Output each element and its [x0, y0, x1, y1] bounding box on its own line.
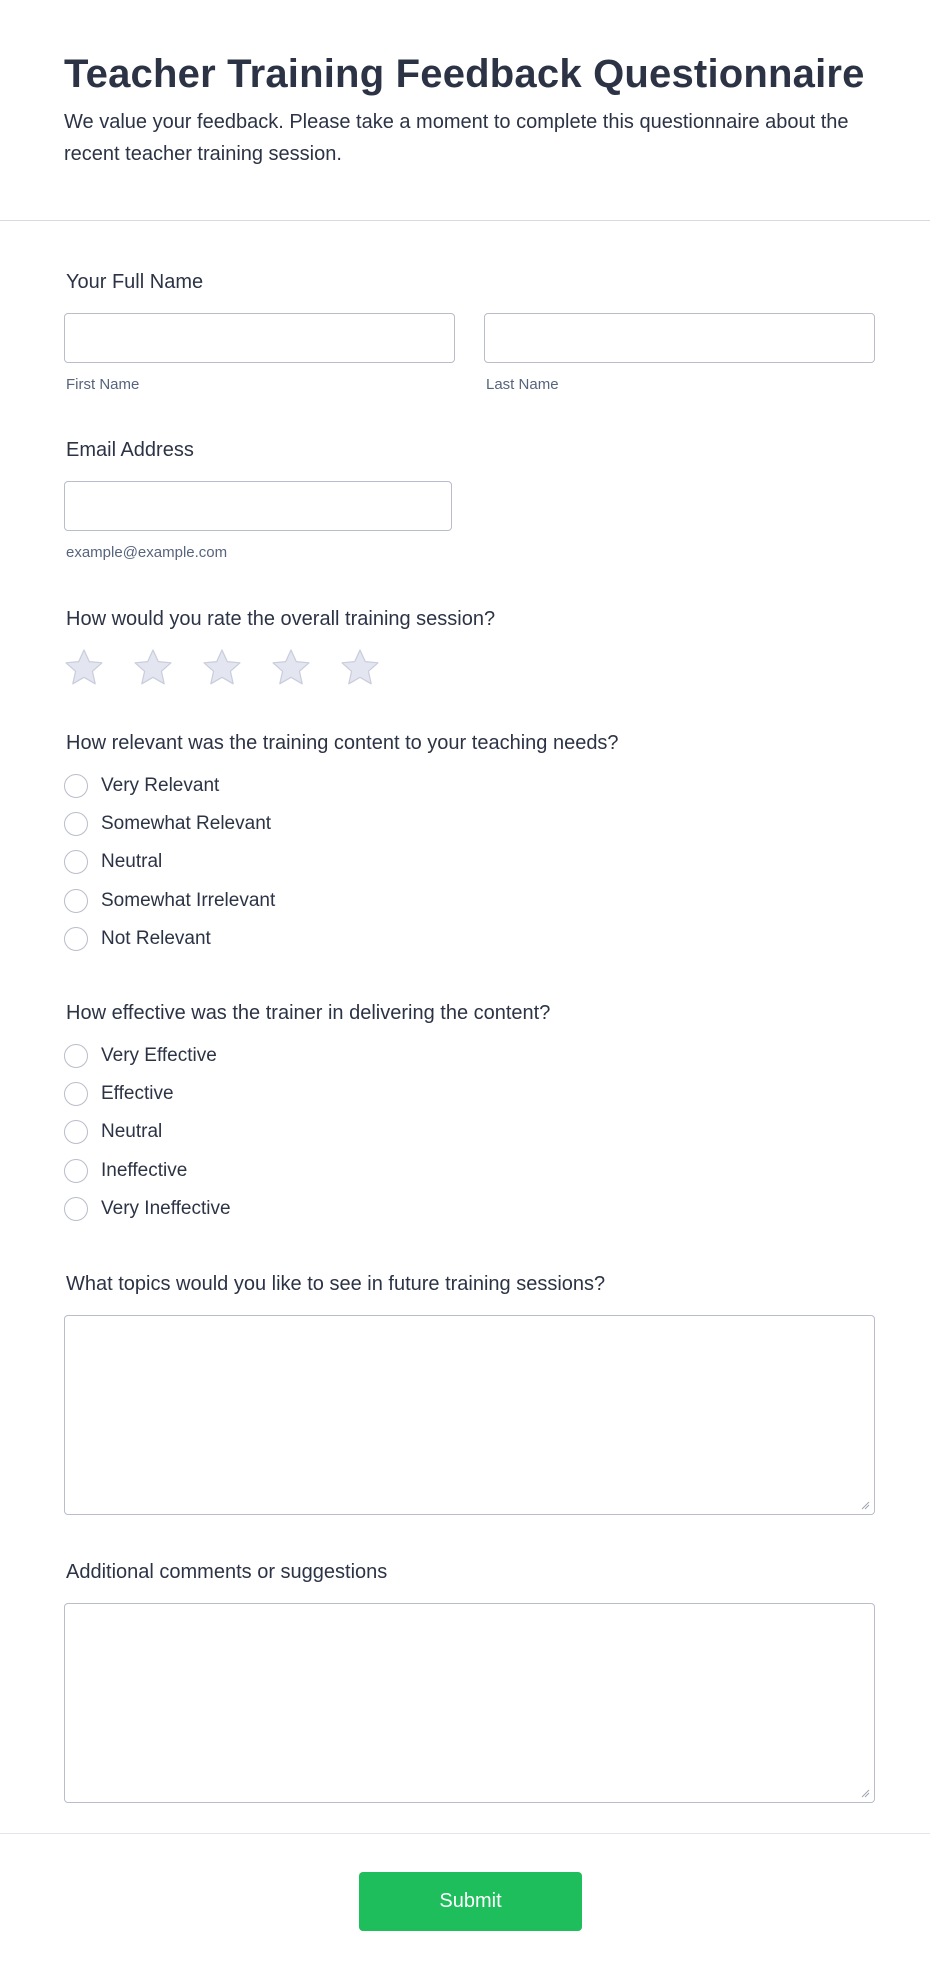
rating-question: How would you rate the overall training session? — [66, 608, 496, 630]
radio-label: Neutral — [101, 1121, 163, 1143]
relevance-option[interactable] — [64, 850, 464, 876]
radio-label: Effective — [101, 1083, 174, 1105]
effectiveness-option[interactable] — [64, 1197, 464, 1223]
star-icon[interactable] — [271, 648, 311, 688]
effectiveness-question: How effective was the trainer in delivering the content? — [66, 1002, 551, 1024]
email-label: Email Address — [66, 439, 194, 461]
effectiveness-option[interactable] — [64, 1044, 464, 1070]
star-icon[interactable] — [340, 648, 380, 688]
topics-textarea[interactable] — [64, 1315, 875, 1515]
effectiveness-option[interactable] — [64, 1082, 464, 1108]
effectiveness-option[interactable] — [64, 1120, 464, 1146]
relevance-option[interactable] — [64, 927, 464, 953]
radio-circle[interactable] — [64, 1120, 88, 1144]
radio-circle[interactable] — [64, 774, 88, 798]
email-input[interactable] — [64, 481, 452, 531]
star-icon[interactable] — [64, 648, 104, 688]
relevance-option[interactable] — [64, 889, 464, 915]
radio-label: Somewhat Irrelevant — [101, 889, 276, 911]
last-name-sublabel: Last Name — [486, 376, 559, 393]
form-header — [0, 0, 930, 221]
comments-textarea[interactable] — [64, 1603, 875, 1803]
effectiveness-option[interactable] — [64, 1159, 464, 1185]
form-footer — [0, 1833, 930, 1981]
radio-label: Neutral — [101, 851, 163, 873]
page-subtitle: We value your feedback. Please take a moment to complete this questionnaire about the recent teacher training session. — [64, 111, 849, 165]
radio-circle[interactable] — [64, 1082, 88, 1106]
topics-label: What topics would you like to see in future training sessions? — [66, 1273, 606, 1295]
last-name-input[interactable] — [484, 313, 875, 363]
radio-label: Very Ineffective — [101, 1197, 231, 1219]
radio-label: Not Relevant — [101, 927, 211, 949]
radio-label: Ineffective — [101, 1159, 188, 1181]
radio-label: Very Relevant — [101, 775, 220, 796]
first-name-sublabel: First Name — [66, 376, 140, 393]
first-name-input[interactable] — [64, 313, 455, 363]
comments-label: Additional comments or suggestions — [66, 1561, 388, 1583]
relevance-option[interactable] — [64, 812, 464, 838]
radio-label: Somewhat Relevant — [101, 813, 272, 835]
radio-circle[interactable] — [64, 850, 88, 874]
radio-circle[interactable] — [64, 812, 88, 836]
radio-circle[interactable] — [64, 927, 88, 951]
full-name-label: Your Full Name — [66, 271, 204, 293]
radio-circle[interactable] — [64, 1197, 88, 1221]
star-icon[interactable] — [133, 648, 173, 688]
star-icon[interactable] — [202, 648, 242, 688]
radio-circle[interactable] — [64, 889, 88, 913]
relevance-option[interactable] — [64, 774, 464, 800]
page-title: Teacher Training Feedback Questionnaire — [64, 52, 865, 96]
radio-label: Very Effective — [101, 1045, 217, 1066]
email-sublabel: example@example.com — [66, 544, 228, 561]
radio-circle[interactable] — [64, 1159, 88, 1183]
radio-circle[interactable] — [64, 1044, 88, 1068]
relevance-question: How relevant was the training content to your teaching needs? — [66, 732, 619, 754]
submit-button[interactable]: Submit — [359, 1872, 582, 1931]
